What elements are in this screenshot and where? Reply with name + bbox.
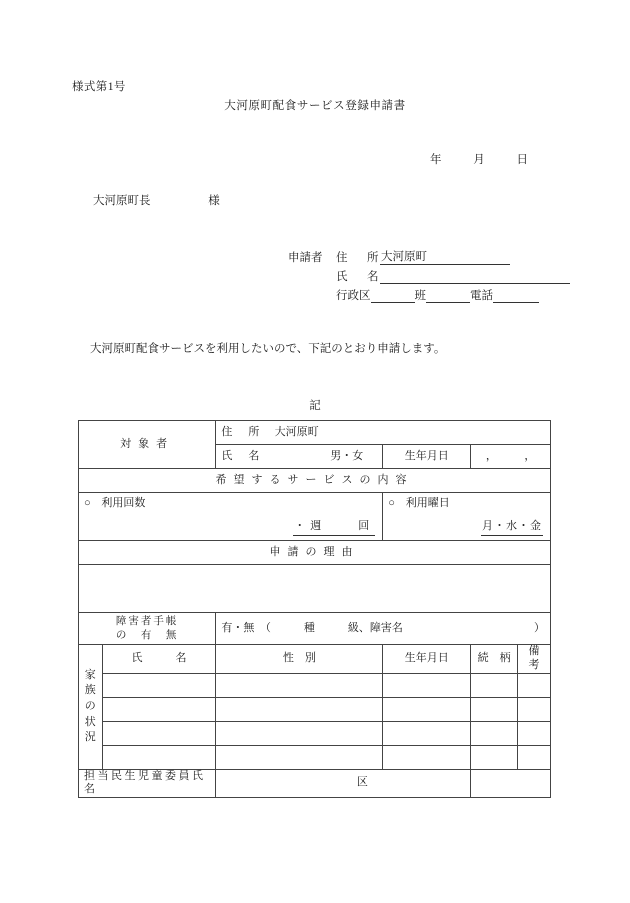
applicant-name-row xyxy=(288,265,570,284)
officer-district-cell[interactable] xyxy=(216,769,471,798)
family-header-gender: 性 別 xyxy=(216,645,383,674)
family-label-char-0: 家 xyxy=(84,668,96,681)
family-cell-note[interactable] xyxy=(518,745,551,769)
family-cell-relation[interactable] xyxy=(471,673,518,697)
disability-value-cell[interactable] xyxy=(216,613,551,645)
target-gender-choice[interactable]: 男・女 xyxy=(330,449,364,462)
page-title: 大河原町配食サービス登録申請書 xyxy=(224,100,406,112)
family-cell-note[interactable] xyxy=(518,697,551,721)
family-cell-gender[interactable] xyxy=(216,721,383,745)
family-label-char-1: 族 xyxy=(84,684,96,697)
applicant-phone-label: 電話 xyxy=(470,290,493,302)
option-usage-count-input[interactable]: ・週 回 xyxy=(293,520,375,536)
date-year-label: 年 xyxy=(430,154,442,166)
target-name-label: 氏 名 xyxy=(221,449,262,462)
applicant-district-row xyxy=(288,284,570,303)
table-row-family-header xyxy=(79,645,551,674)
table-row-service-header xyxy=(79,469,551,493)
table-row xyxy=(79,673,551,697)
table-row-target-address xyxy=(79,421,551,445)
disability-label-line2: の 有 無 xyxy=(115,629,179,641)
family-cell-name[interactable] xyxy=(102,673,216,697)
ki-marker: 記 xyxy=(309,400,321,412)
officer-name-input[interactable] xyxy=(471,769,551,798)
target-person-label: 対象者 xyxy=(79,421,216,469)
applicant-phone-input[interactable] xyxy=(493,288,539,303)
applicant-block-label: 班 xyxy=(414,290,426,302)
family-cell-relation[interactable] xyxy=(471,745,518,769)
applicant-name-input[interactable] xyxy=(380,269,570,284)
table-row-reason-header xyxy=(79,541,551,565)
addressee-honorific: 様 xyxy=(208,195,220,207)
family-label-char-2: の xyxy=(84,699,96,712)
target-birth-label: 生年月日 xyxy=(383,445,471,469)
date-month-label: 月 xyxy=(473,154,485,166)
family-header-name: 氏 名 xyxy=(102,645,216,674)
table-row-disability xyxy=(79,613,551,645)
target-birth-input[interactable]: ， ， xyxy=(471,445,551,469)
family-label-char-4: 況 xyxy=(84,731,96,744)
disability-value: 有・無 （ 種 級、障害名 xyxy=(221,621,403,634)
applicant-district-input[interactable] xyxy=(371,288,415,303)
family-header-relation: 続 柄 xyxy=(471,645,518,674)
officer-label: 担当民生児童委員氏名 xyxy=(79,769,216,798)
target-name-cell[interactable] xyxy=(216,445,383,469)
family-cell-birth[interactable] xyxy=(383,697,471,721)
application-table xyxy=(78,420,551,798)
applicant-label: 申請者 xyxy=(288,252,323,264)
date-line xyxy=(430,151,528,167)
option-usage-day-bottom xyxy=(388,520,545,536)
applicant-block xyxy=(288,246,570,303)
target-address-cell[interactable] xyxy=(216,421,551,445)
table-row xyxy=(79,745,551,769)
table-row xyxy=(79,721,551,745)
family-label-char-3: 状 xyxy=(84,715,96,728)
addressee-name: 大河原町長 xyxy=(93,195,151,207)
table-row xyxy=(79,697,551,721)
circle-marker-icon-2[interactable]: ○ xyxy=(388,497,395,510)
option-usage-count-cell[interactable] xyxy=(79,493,383,541)
family-cell-gender[interactable] xyxy=(216,673,383,697)
addressee-line xyxy=(93,192,220,208)
family-status-label xyxy=(79,645,103,770)
applicant-address-label: 住 所 xyxy=(336,252,383,264)
service-section-header: 希望するサービスの内容 xyxy=(79,469,551,493)
date-day-label: 日 xyxy=(516,154,528,166)
disability-paren-close: ） xyxy=(534,621,545,634)
option-usage-day-input[interactable]: 月・水・金 xyxy=(481,520,543,536)
disability-label xyxy=(79,613,216,645)
target-address-value: 大河原町 xyxy=(274,425,319,438)
applicant-district-label: 行政区 xyxy=(336,290,371,302)
family-cell-name[interactable] xyxy=(102,697,216,721)
officer-district-label: 区 xyxy=(356,776,368,789)
family-cell-birth[interactable] xyxy=(383,673,471,697)
family-cell-name[interactable] xyxy=(102,721,216,745)
family-header-birth: 生年月日 xyxy=(383,645,471,674)
applicant-address-row xyxy=(288,246,570,265)
family-cell-gender[interactable] xyxy=(216,697,383,721)
family-cell-relation[interactable] xyxy=(471,721,518,745)
option-usage-count-bottom xyxy=(84,520,377,536)
reason-section-header: 申請の理由 xyxy=(79,541,551,565)
table-row-reason-body xyxy=(79,565,551,613)
target-address-label: 住 所 xyxy=(221,425,262,438)
family-cell-relation[interactable] xyxy=(471,697,518,721)
family-header-note: 備 考 xyxy=(518,645,551,674)
option-usage-count-label: 利用回数 xyxy=(101,497,146,510)
disability-label-line1: 障害者手帳 xyxy=(115,616,179,628)
body-sentence: 大河原町配食サービスを利用したいので、下記のとおり申請します。 xyxy=(90,343,446,355)
table-row-officer xyxy=(79,769,551,798)
form-number: 様式第1号 xyxy=(72,81,126,93)
option-usage-count-top xyxy=(84,497,377,511)
family-cell-name[interactable] xyxy=(102,745,216,769)
family-cell-gender[interactable] xyxy=(216,745,383,769)
applicant-name-label: 氏 名 xyxy=(336,271,383,283)
family-cell-note[interactable] xyxy=(518,721,551,745)
option-usage-day-top xyxy=(388,497,545,511)
circle-marker-icon[interactable]: ○ xyxy=(84,497,91,510)
option-usage-day-cell[interactable] xyxy=(383,493,551,541)
family-cell-birth[interactable] xyxy=(383,721,471,745)
family-cell-birth[interactable] xyxy=(383,745,471,769)
family-cell-note[interactable] xyxy=(518,673,551,697)
option-usage-day-label: 利用曜日 xyxy=(405,497,450,510)
applicant-address-input[interactable]: 大河原町 xyxy=(380,250,510,265)
applicant-block-input[interactable] xyxy=(426,288,470,303)
table-row-service-options xyxy=(79,493,551,541)
reason-input[interactable] xyxy=(79,565,551,613)
